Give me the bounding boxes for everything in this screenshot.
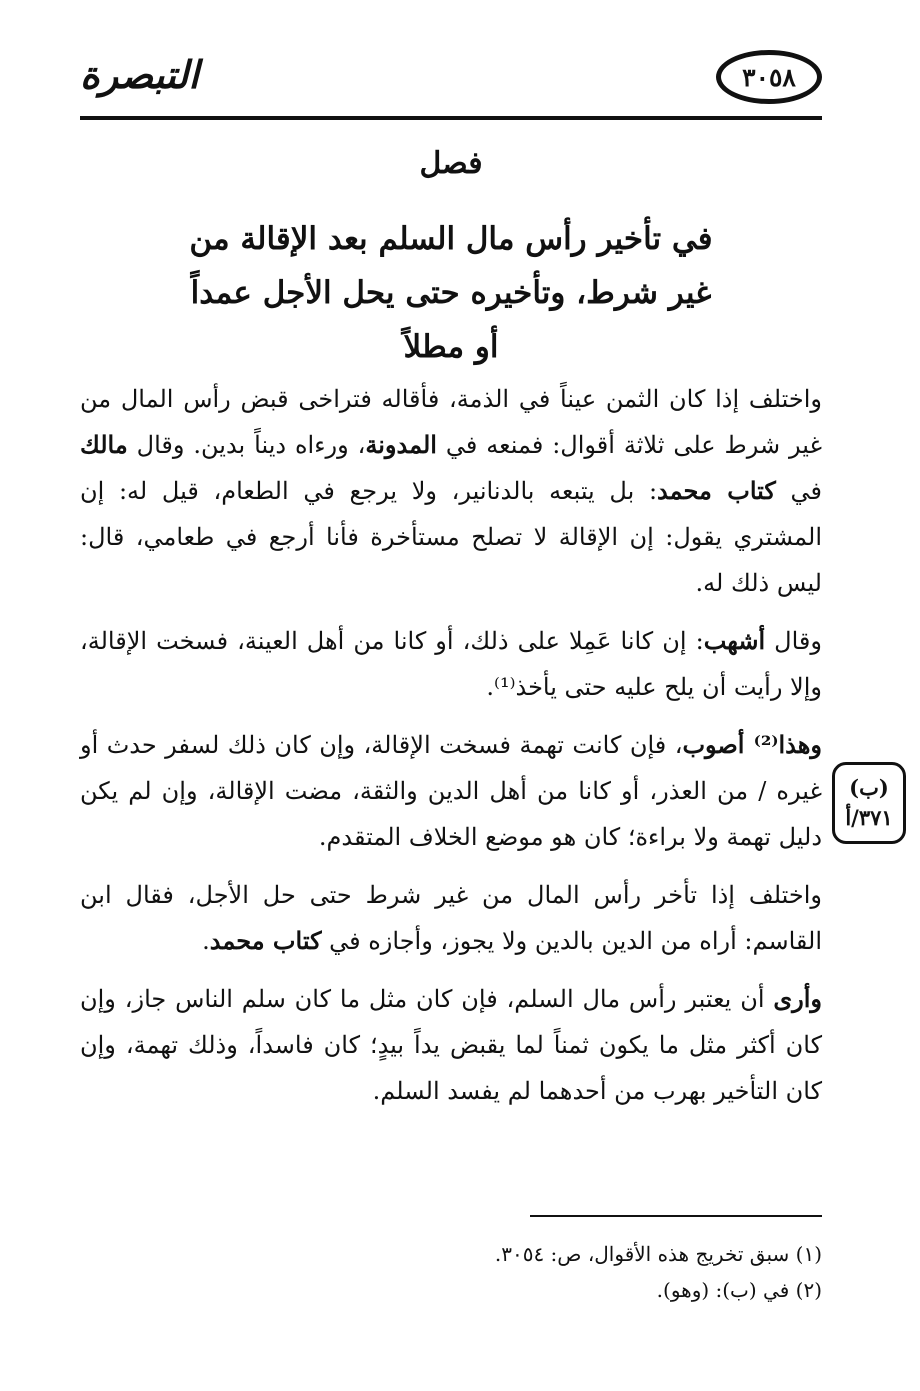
bold-term: كتاب محمد (209, 926, 322, 955)
running-title: التبصرة (80, 52, 199, 97)
margin-note-line: (ب) (849, 775, 889, 800)
text-run: ، ورءاه ديناً بدين. وقال (127, 431, 366, 459)
page-header (80, 48, 822, 120)
text-run: ، فإن كانت تهمة فسخت الإقالة، وإن كان ذلك لسفر حدث أو غيره / من العذر، أو كانا من أهل الدين والثقة، مضت الإقالة، وإن لم يكن دليل تهمة ولا براءة؛ كان هو موضع الخلاف المتقدم. (80, 731, 822, 851)
title-line: في تأخير رأس مال السلم بعد الإقالة من (189, 221, 713, 257)
header-rule (80, 116, 822, 120)
text-run: واختلف إذا كان الثمن عيناً في الذمة، فأقاله فتراخى قبض رأس المال من غير شرط على ثلاثة أقوال: فمنعه في (80, 385, 823, 459)
title-line: غير شرط، وتأخيره حتى يحل الأجل عمداً (190, 275, 712, 311)
footnotes (80, 1236, 822, 1308)
bold-term: المدونة (365, 430, 437, 459)
paragraph (80, 722, 822, 860)
footnote: (٢) في (ب): (وهو). (656, 1278, 822, 1302)
margin-note-line: ٣٧١/أ (845, 805, 893, 830)
footnote-rule (530, 1215, 822, 1217)
text-run: : إن كانا عَمِلا على ذلك، أو كانا من أهل العينة، فسخت الإقالة، وإلا رأيت أن يلح عليه حتى يأخذ⁽¹⁾. (80, 627, 822, 701)
title-line: أو مطلاً (403, 329, 499, 365)
footnote: (١) سبق تخريج هذه الأقوال، ص: ٣٠٥٤. (494, 1242, 822, 1266)
text-run: في (775, 477, 823, 505)
manuscript-margin-note (832, 762, 906, 844)
bold-term: وأرى (773, 984, 822, 1013)
bold-term: كتاب محمد (657, 476, 776, 505)
text-run: : بل يتبعه بالدنانير، ولا يرجع في الطعام، قيل له: إن المشتري يقول: إن الإقالة لا تصلح مستأخرة فأنا أرجع في طعامي، قال: ليس ذلك له. (80, 477, 822, 597)
paragraph (80, 976, 822, 1114)
paragraph (80, 618, 822, 710)
chapter-title (80, 212, 822, 374)
text-run: واختلف إذا تأخر رأس المال من غير شرط حتى حل الأجل، فقال ابن القاسم: أراه من الدين بالدين ولا يجوز، وأجازه في (80, 881, 822, 955)
section-label: فصل (419, 146, 483, 181)
page-number-oval (716, 50, 822, 104)
text-run: وقال (765, 627, 822, 655)
bold-term: مالك (80, 430, 128, 459)
bold-term: وهذا⁽²⁾ أصوب (682, 730, 822, 759)
bold-term: أشهب (703, 626, 766, 655)
page-number: ٣٠٥٨ (742, 62, 796, 92)
paragraph (80, 376, 822, 606)
paragraph (80, 872, 822, 964)
body-text (80, 376, 822, 1126)
text-run: أن يعتبر رأس مال السلم، فإن كان مثل ما كان سلم الناس جاز، وإن كان أكثر مثل ما يكون ثمناً لما يقبض يداً بيدٍ؛ كان فاسداً، وذلك تهمة، وإن كان التأخير بهرب من أحدهما لم يفسد السلم. (80, 985, 822, 1105)
text-run: . (202, 927, 210, 955)
